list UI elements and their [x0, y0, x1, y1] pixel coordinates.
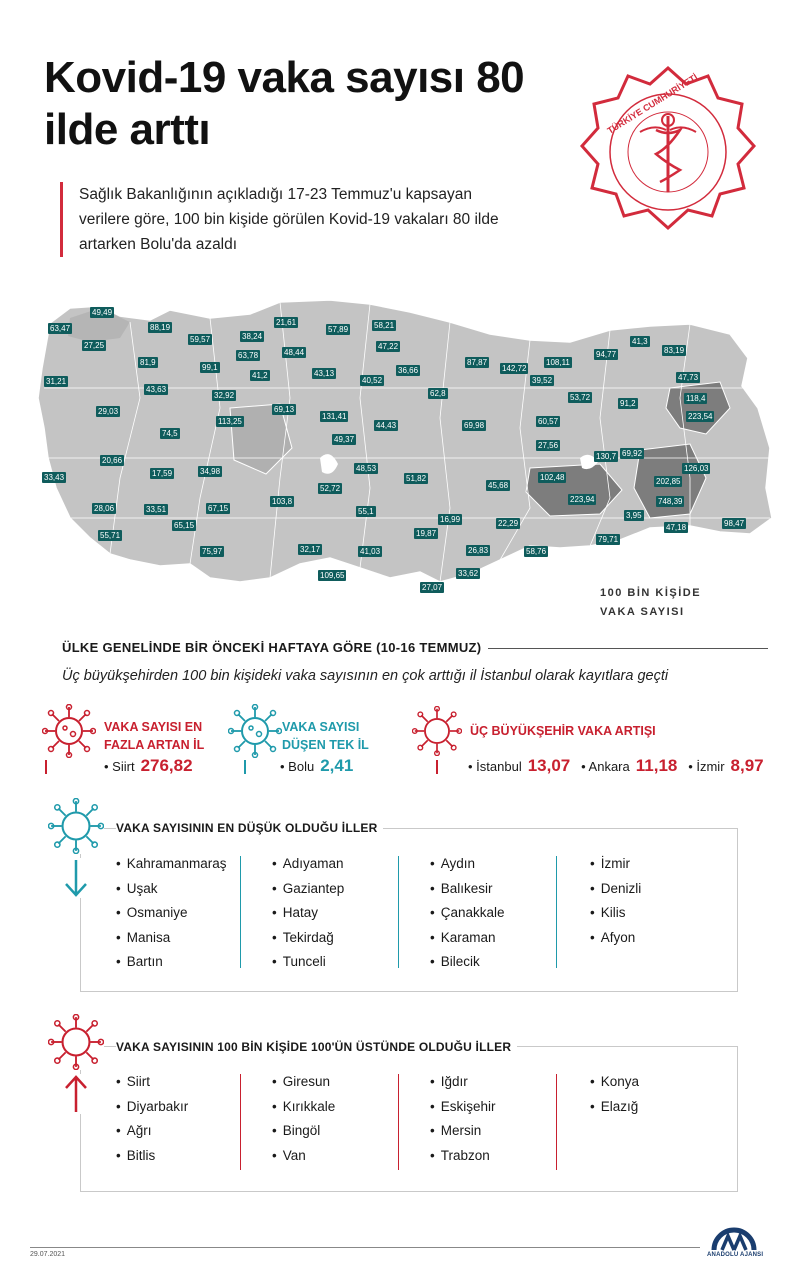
list-item: • Elazığ: [590, 1095, 639, 1120]
metro-city: İstanbul: [476, 759, 522, 774]
map-value-tag: 223,94: [570, 495, 595, 504]
map-value-tag: 27,25: [84, 341, 105, 350]
list-item: • Tunceli: [272, 950, 344, 975]
max-increase-title: [104, 718, 204, 754]
virus-icon: [48, 798, 104, 854]
map-value-tag: 27,56: [538, 441, 559, 450]
decrease-value: 2,41: [320, 756, 354, 775]
map-value-tag: 81,9: [140, 358, 156, 367]
list-item: • Bilecik: [430, 950, 505, 975]
map-value-tag: 49,37: [334, 435, 355, 444]
metro-value: 13,07: [527, 756, 571, 775]
list-item: • Eskişehir: [430, 1095, 496, 1120]
map-value-tag: 103,8: [272, 497, 293, 506]
red-marker: [436, 760, 438, 774]
map-value-tag: 98,47: [724, 519, 745, 528]
svg-text:TÜRKİYE CUMHURİYETİ: TÜRKİYE CUMHURİYETİ: [605, 72, 700, 136]
metro-value: 8,97: [730, 756, 764, 775]
map-value-tag: 87,87: [467, 358, 488, 367]
map-value-tag: 202,85: [656, 477, 681, 486]
map-value-tag: 47,73: [678, 373, 699, 382]
list-item: • Gaziantep: [272, 877, 344, 902]
map-value-tag: 26,83: [468, 546, 489, 555]
list-item: • Balıkesir: [430, 877, 505, 902]
list-item: • Iğdır: [430, 1070, 496, 1095]
list-item: • Kilis: [590, 901, 641, 926]
map-value-tag: 118,4: [686, 394, 706, 403]
map-value-tag: 75,97: [202, 547, 223, 556]
list-item: • Bitlis: [116, 1144, 188, 1169]
list-item: • Hatay: [272, 901, 344, 926]
map-value-tag: 74,5: [162, 429, 178, 438]
virus-icon: [48, 1014, 104, 1070]
decrease-city: Bolu: [288, 759, 315, 774]
ministry-seal-logo: [578, 64, 758, 244]
map-value-tag: 28,06: [94, 504, 115, 513]
map-value-tag: 29,03: [98, 407, 119, 416]
column-divider: [556, 856, 557, 968]
column-divider: [556, 1074, 557, 1170]
metro-city: Ankara: [588, 759, 630, 774]
highest-col-3: [430, 1070, 496, 1168]
column-divider: [398, 856, 399, 968]
virus-icon: [228, 704, 282, 758]
map-value-tag: 34,98: [200, 467, 221, 476]
list-item: • Bingöl: [272, 1119, 335, 1144]
highest-cases-title: VAKA SAYISININ 100 BİN KİŞİDE 100'ÜN ÜSTÜNDE OLDUĞU İLLER: [116, 1040, 517, 1054]
arrow-down-icon: [62, 858, 90, 898]
metro-value: 11,18: [635, 756, 678, 775]
metro-title: ÜÇ BÜYÜKŞEHİR VAKA ARTIŞI: [470, 724, 656, 738]
highest-col-2: [272, 1070, 335, 1168]
list-item: • Karaman: [430, 926, 505, 951]
map-value-tag: 223,54: [688, 412, 713, 421]
anadolu-agency-logo: [706, 1218, 762, 1274]
map-value-tag: 91,2: [620, 399, 636, 408]
map-value-tag: 48,53: [356, 464, 377, 473]
virus-icon: [412, 706, 462, 756]
list-item: • Kahramanmaraş: [116, 852, 227, 877]
list-item: • Osmaniye: [116, 901, 227, 926]
lowest-col-2: [272, 852, 344, 975]
decrease-title: [282, 718, 369, 754]
list-item: • Denizli: [590, 877, 641, 902]
max-increase-row: • Siirt 276,82: [104, 756, 193, 775]
list-item: • Trabzon: [430, 1144, 496, 1169]
turkey-map: [30, 278, 780, 628]
map-value-tag: 55,71: [100, 531, 121, 540]
list-item: • Manisa: [116, 926, 227, 951]
map-value-tag: 32,17: [300, 545, 321, 554]
map-value-tag: 60,57: [538, 417, 559, 426]
map-value-tag: 99,1: [202, 363, 218, 372]
column-divider: [240, 856, 241, 968]
map-value-tag: 131,41: [322, 412, 347, 421]
list-item: • Çanakkale: [430, 901, 505, 926]
map-value-tag: 47,18: [666, 523, 687, 532]
map-value-tag: 69,13: [274, 405, 295, 414]
list-item: • Mersin: [430, 1119, 496, 1144]
map-value-tag: 130,7: [596, 452, 617, 461]
map-value-tag: 41,3: [632, 337, 648, 346]
map-value-tag: 33,62: [458, 569, 479, 578]
map-value-tag: 45,68: [488, 481, 509, 490]
list-item: • Kırıkkale: [272, 1095, 335, 1120]
map-value-tag: 63,78: [238, 351, 259, 360]
decrease-row: • Bolu 2,41: [280, 756, 354, 775]
red-marker: [45, 760, 47, 774]
map-value-tag: 33,43: [44, 473, 65, 482]
map-value-tag: 43,13: [314, 369, 335, 378]
map-value-tag: 113,25: [218, 417, 242, 426]
map-value-tag: 57,89: [328, 325, 349, 334]
list-item: • Tekirdağ: [272, 926, 344, 951]
column-divider: [398, 1074, 399, 1170]
lowest-col-1: [116, 852, 227, 975]
lowest-col-3: [430, 852, 505, 975]
map-value-tag: 53,72: [570, 393, 591, 402]
map-value-tag: 94,77: [596, 350, 617, 359]
map-value-tag: 79,71: [598, 535, 619, 544]
footer-divider: [30, 1247, 700, 1248]
map-value-tag: 59,57: [190, 335, 211, 344]
map-value-tag: 108,11: [546, 358, 570, 367]
map-value-tag: 22,29: [498, 519, 519, 528]
max-increase-value: 276,82: [140, 756, 193, 775]
map-value-tag: 51,82: [406, 474, 427, 483]
map-value-tag: 3,95: [626, 511, 642, 520]
map-value-tag: 19,87: [416, 529, 437, 538]
map-value-tag: 126,03: [684, 464, 709, 473]
map-value-tag: 48,44: [284, 348, 305, 357]
map-value-tag: 44,43: [376, 421, 397, 430]
map-value-tag: 40,52: [362, 376, 383, 385]
metro-city: İzmir: [696, 759, 725, 774]
teal-marker: [244, 760, 246, 774]
section-heading: ÜLKE GENELİNDE BİR ÖNCEKİ HAFTAYA GÖRE (10-16 TEMMUZ): [62, 640, 482, 655]
map-value-tag: 102,48: [540, 473, 565, 482]
intro-text: Sağlık Bakanlığının açıkladığı 17-23 Temmuz'u kapsayan verilere göre, 100 bin kişide görülen Kovid-19 vakaları 80 ilde artarken Bolu'da azaldı: [60, 182, 500, 257]
max-increase-city: Siirt: [112, 759, 135, 774]
map-value-tag: 748,39: [658, 497, 683, 506]
map-value-tag: 27,07: [422, 583, 443, 592]
map-value-tag: 20,66: [102, 456, 123, 465]
map-value-tag: 58,21: [374, 321, 395, 330]
map-legend-line1: 100 BİN KİŞİDE: [600, 587, 702, 599]
highest-col-4: [590, 1070, 639, 1119]
map-value-tag: 36,66: [398, 366, 419, 375]
map-value-tag: 55,1: [358, 507, 374, 516]
list-item: • Uşak: [116, 877, 227, 902]
lowest-cases-title: VAKA SAYISININ EN DÜŞÜK OLDUĞU İLLER: [116, 821, 383, 835]
map-value-tag: 69,92: [622, 449, 643, 458]
map-value-tag: 41,2: [252, 371, 268, 380]
map-value-tag: 38,24: [242, 332, 263, 341]
map-value-tag: 58,76: [526, 547, 547, 556]
max-increase-title-line2: FAZLA ARTAN İL: [104, 738, 205, 752]
list-item: • Adıyaman: [272, 852, 344, 877]
map-value-tag: 67,15: [208, 504, 229, 513]
map-value-tag: 65,15: [174, 521, 195, 530]
list-item: • Ağrı: [116, 1119, 188, 1144]
map-value-tag: 41,03: [360, 547, 381, 556]
map-value-tag: 43,63: [146, 385, 167, 394]
map-value-tag: 69,98: [464, 421, 485, 430]
map-legend-line2: VAKA SAYISI: [600, 606, 685, 618]
agency-name: ANADOLU AJANSI: [707, 1252, 764, 1258]
list-item: • Aydın: [430, 852, 505, 877]
map-value-tag: 88,19: [150, 323, 171, 332]
map-value-tag: 142,72: [502, 364, 527, 373]
lowest-col-4: [590, 852, 641, 950]
list-item: • İzmir: [590, 852, 641, 877]
virus-icon: [42, 704, 96, 758]
list-item: • Diyarbakır: [116, 1095, 188, 1120]
highest-col-1: [116, 1070, 188, 1168]
list-item: • Bartın: [116, 950, 227, 975]
list-item: • Giresun: [272, 1070, 335, 1095]
map-value-tag: 49,49: [92, 308, 113, 317]
decrease-title-line2: DÜŞEN TEK İL: [282, 738, 369, 752]
map-value-tag: 17,59: [152, 469, 173, 478]
metro-row: • İstanbul 13,07 • Ankara 11,18 • İzmir 8,97: [468, 756, 764, 775]
column-divider: [240, 1074, 241, 1170]
map-value-tag: 62,8: [430, 389, 446, 398]
arrow-up-icon: [62, 1074, 90, 1114]
map-value-tag: 39,52: [532, 376, 553, 385]
publish-date: 29.07.2021: [30, 1251, 66, 1258]
map-value-tag: 52,72: [320, 484, 341, 493]
list-item: • Konya: [590, 1070, 639, 1095]
map-value-tag: 16,99: [440, 515, 461, 524]
map-value-tag: 47,22: [378, 342, 399, 351]
list-item: • Afyon: [590, 926, 641, 951]
section-subtitle: Üç büyükşehirden 100 bin kişideki vaka sayısının en çok arttığı il İstanbul olarak kayıtlara geçti: [62, 668, 669, 684]
section-divider: [488, 648, 768, 649]
decrease-title-line1: VAKA SAYISI: [282, 720, 360, 734]
map-legend: [600, 584, 701, 622]
map-value-tag: 83,19: [664, 346, 685, 355]
map-value-tag: 63,47: [50, 324, 71, 333]
page-title: Kovid-19 vaka sayısı 80 ilde arttı: [44, 53, 525, 154]
map-value-tag: 33,51: [146, 505, 167, 514]
max-increase-title-line1: VAKA SAYISI EN: [104, 720, 203, 734]
list-item: • Siirt: [116, 1070, 188, 1095]
list-item: • Van: [272, 1144, 335, 1169]
map-value-tag: 31,21: [46, 377, 67, 386]
map-value-tag: 21,61: [276, 318, 297, 327]
map-value-tag: 32,92: [214, 391, 235, 400]
map-value-tag: 109,65: [320, 571, 345, 580]
